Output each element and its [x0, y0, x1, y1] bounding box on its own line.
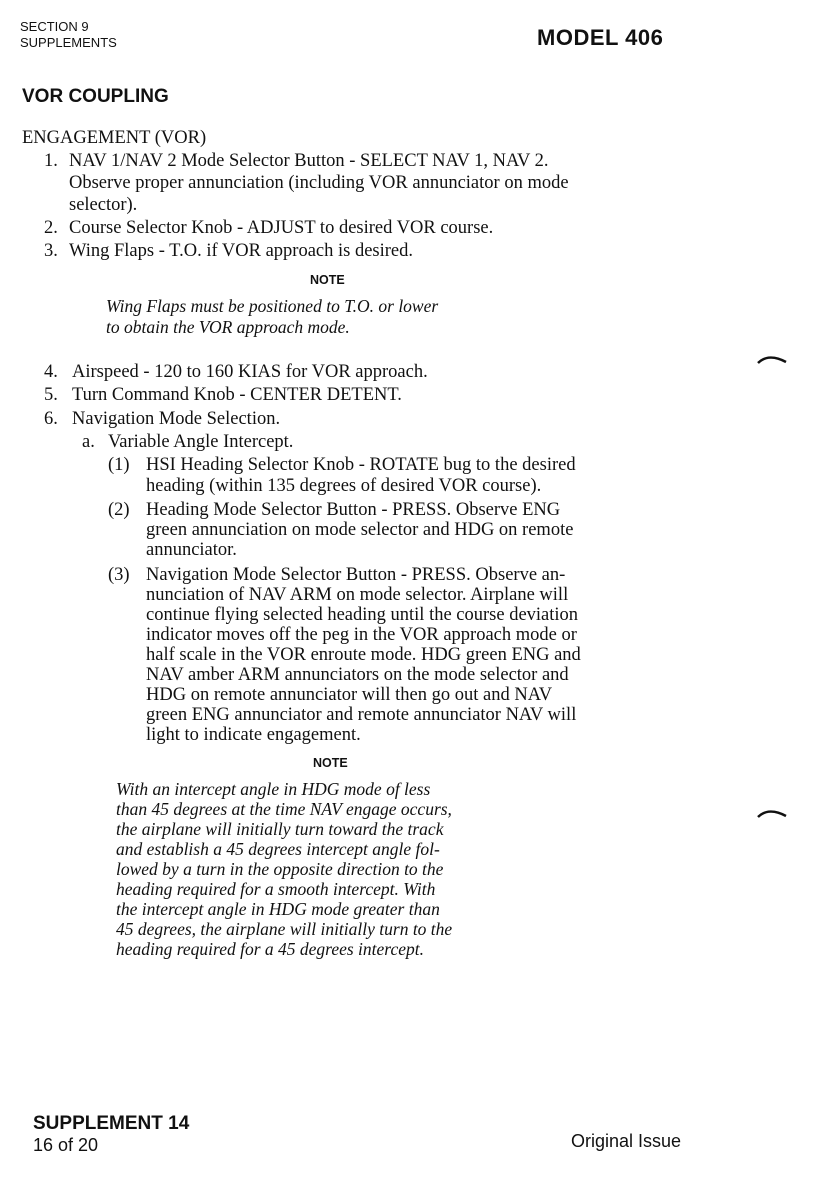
supplement-label: SUPPLEMENT 14	[33, 1113, 190, 1134]
sub-3-number: (3)	[108, 565, 130, 585]
step-3-number: 3.	[44, 241, 58, 261]
step-6-number: 6.	[44, 409, 58, 429]
sub-3-line-9: light to indicate engagement.	[146, 725, 361, 745]
issue-label: Original Issue	[571, 1131, 682, 1151]
note-2-line-3: the airplane will initially turn toward the track	[116, 819, 444, 839]
step-4-text: Airspeed - 120 to 160 KIAS for VOR approach.	[72, 362, 428, 382]
page-number: 16 of 20	[33, 1135, 99, 1155]
step-4-number: 4.	[44, 362, 58, 382]
step-1-line-1: NAV 1/NAV 2 Mode Selector Button - SELECT NAV 1, NAV 2.	[69, 151, 549, 171]
note-1-line-2: to obtain the VOR approach mode.	[106, 317, 350, 337]
sub-2-line-3: annunciator.	[146, 540, 237, 560]
sub-3-line-2: nunciation of NAV ARM on mode selector. Airplane will	[146, 585, 569, 605]
note-2-line-4: and establish a 45 degrees intercept angle fol-	[116, 839, 440, 859]
note-2-line-1: With an intercept angle in HDG mode of less	[116, 779, 431, 799]
sub-3-line-4: indicator moves off the peg in the VOR approach mode or	[146, 625, 577, 645]
sub-1-line-1: HSI Heading Selector Knob - ROTATE bug to the desired	[146, 455, 576, 475]
note-1-label: NOTE	[310, 273, 345, 287]
sub-3-line-1: Navigation Mode Selector Button - PRESS. Observe an-	[146, 565, 566, 585]
step-5-text: Turn Command Knob - CENTER DETENT.	[72, 385, 402, 405]
sub-a-text: Variable Angle Intercept.	[108, 432, 294, 452]
step-2-number: 2.	[44, 218, 58, 238]
note-2-line-8: 45 degrees, the airplane will initially turn to the	[116, 919, 453, 939]
sub-2-number: (2)	[108, 500, 130, 520]
note-2-label: NOTE	[313, 756, 348, 770]
step-1-line-2: Observe proper annunciation (including VOR annunciator on mode	[69, 173, 569, 193]
note-2-line-5: lowed by a turn in the opposite direction to the	[116, 859, 444, 879]
note-2-line-6: heading required for a smooth intercept. With	[116, 879, 436, 899]
page-title: VOR COUPLING	[22, 86, 169, 107]
subsection-label: SUPPLEMENTS	[20, 35, 117, 50]
sub-1-line-2: heading (within 135 degrees of desired VOR course).	[146, 476, 542, 496]
step-1-number: 1.	[44, 151, 58, 171]
sub-1-number: (1)	[108, 455, 130, 475]
revision-mark	[757, 355, 787, 365]
step-5-number: 5.	[44, 385, 58, 405]
sub-3-line-8: green ENG annunciator and remote annunciator NAV will	[146, 705, 577, 725]
sub-3-line-6: NAV amber ARM annunciators on the mode selector and	[146, 665, 569, 685]
sub-3-line-3: continue flying selected heading until the course deviation	[146, 605, 579, 625]
step-2-text: Course Selector Knob - ADJUST to desired VOR course.	[69, 218, 494, 238]
engagement-heading: ENGAGEMENT (VOR)	[22, 128, 207, 148]
note-2-line-2: than 45 degrees at the time NAV engage occurs,	[116, 799, 452, 819]
sub-3-line-5: half scale in the VOR enroute mode. HDG green ENG and	[146, 645, 581, 665]
step-1-line-3: selector).	[69, 195, 138, 215]
step-6-text: Navigation Mode Selection.	[72, 409, 281, 429]
revision-mark	[757, 809, 787, 819]
note-1-line-1: Wing Flaps must be positioned to T.O. or lower	[106, 296, 439, 316]
sub-3-line-7: HDG on remote annunciator will then go out and NAV	[146, 685, 553, 705]
step-3-text: Wing Flaps - T.O. if VOR approach is desired.	[69, 241, 414, 261]
model-label: MODEL 406	[537, 25, 664, 50]
sub-a-label: a.	[82, 432, 95, 452]
note-2-line-9: heading required for a 45 degrees intercept.	[116, 939, 424, 959]
sub-2-line-2: green annunciation on mode selector and HDG on remote	[146, 520, 574, 540]
note-2-line-7: the intercept angle in HDG mode greater than	[116, 899, 440, 919]
section-label: SECTION 9	[20, 19, 89, 34]
sub-2-line-1: Heading Mode Selector Button - PRESS. Observe ENG	[146, 500, 561, 520]
